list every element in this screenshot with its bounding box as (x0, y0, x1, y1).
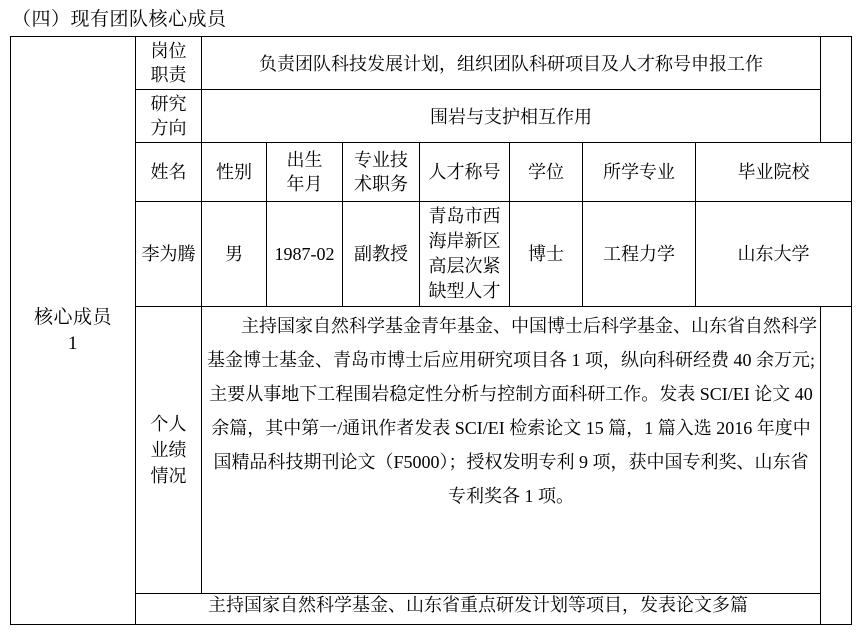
duty-label-line2: 职责 (150, 65, 187, 85)
member-major: 工程力学 (583, 202, 696, 307)
research-label-cell (136, 90, 202, 143)
member-label-line1: 核心成员 (33, 306, 112, 328)
next-row-partial-text: 主持国家自然科学基金、山东省重点研发计划等项目，发表论文多篇 (136, 590, 821, 621)
duty-label-cell (136, 37, 202, 90)
member-name: 李为腾 (136, 202, 202, 307)
performance-label-line1: 个人 (150, 414, 187, 434)
next-row-partial (11, 594, 852, 625)
member-school: 山东大学 (696, 202, 852, 307)
member-label-cell (11, 37, 136, 625)
member-talent: 青岛市西海岸新区高层次紧缺型人才 (420, 202, 510, 307)
header-birth-line1: 出生 (286, 150, 323, 170)
member-header-row (11, 143, 852, 202)
header-birth (267, 143, 343, 202)
research-label-line2: 方向 (150, 118, 187, 138)
member-label-line2: 1 (68, 332, 78, 354)
duty-row (11, 37, 852, 90)
header-major: 所学专业 (583, 143, 696, 202)
member-professional-title: 副教授 (343, 202, 420, 307)
performance-row (11, 307, 852, 594)
section-title: （四）现有团队核心成员 (12, 9, 227, 30)
performance-text-cell (202, 307, 821, 594)
research-value-cell: 围岩与支护相互作用 (202, 90, 821, 143)
header-title-line2: 术职务 (354, 174, 408, 194)
performance-text: 主持国家自然科学基金青年基金、中国博士后科学基金、山东省自然科学基金博士基金、青岛市博士后应用研究项目各 1 项，纵向科研经费 40 余万元;主要从事地下工程围岩稳定性分析与控制方面科研工作。发表 SCI/EI 论文 40 余篇，其中第一/通讯作者发表 SCI/EI 检索论文 15 篇，1 篇入选 2016 年度中国精品科技期刊论文（F5000）；授权发明专利 9 项，获中国专利奖、山东省专利奖各 1 项。 (207, 316, 817, 506)
header-school: 毕业院校 (696, 143, 852, 202)
header-name: 姓名 (136, 143, 202, 202)
header-title-line1: 专业技 (354, 150, 408, 170)
member-birth: 1987-02 (267, 202, 343, 307)
core-member-table (10, 36, 852, 625)
research-row (11, 90, 852, 143)
duty-value-cell: 负责团队科技发展计划，组织团队科研项目及人才称号申报工作 (202, 37, 821, 90)
header-professional-title (343, 143, 420, 202)
header-degree: 学位 (510, 143, 583, 202)
research-label-line1: 研究 (150, 94, 187, 114)
header-talent: 人才称号 (420, 143, 510, 202)
member-data-row (11, 202, 852, 307)
performance-label-line2: 业绩 (150, 440, 187, 460)
member-gender: 男 (202, 202, 267, 307)
performance-label-cell (136, 307, 202, 594)
performance-label-line3: 情况 (150, 466, 187, 486)
duty-label-line1: 岗位 (150, 41, 187, 61)
header-birth-line2: 年月 (286, 174, 323, 194)
header-gender: 性别 (202, 143, 267, 202)
member-degree: 博士 (510, 202, 583, 307)
